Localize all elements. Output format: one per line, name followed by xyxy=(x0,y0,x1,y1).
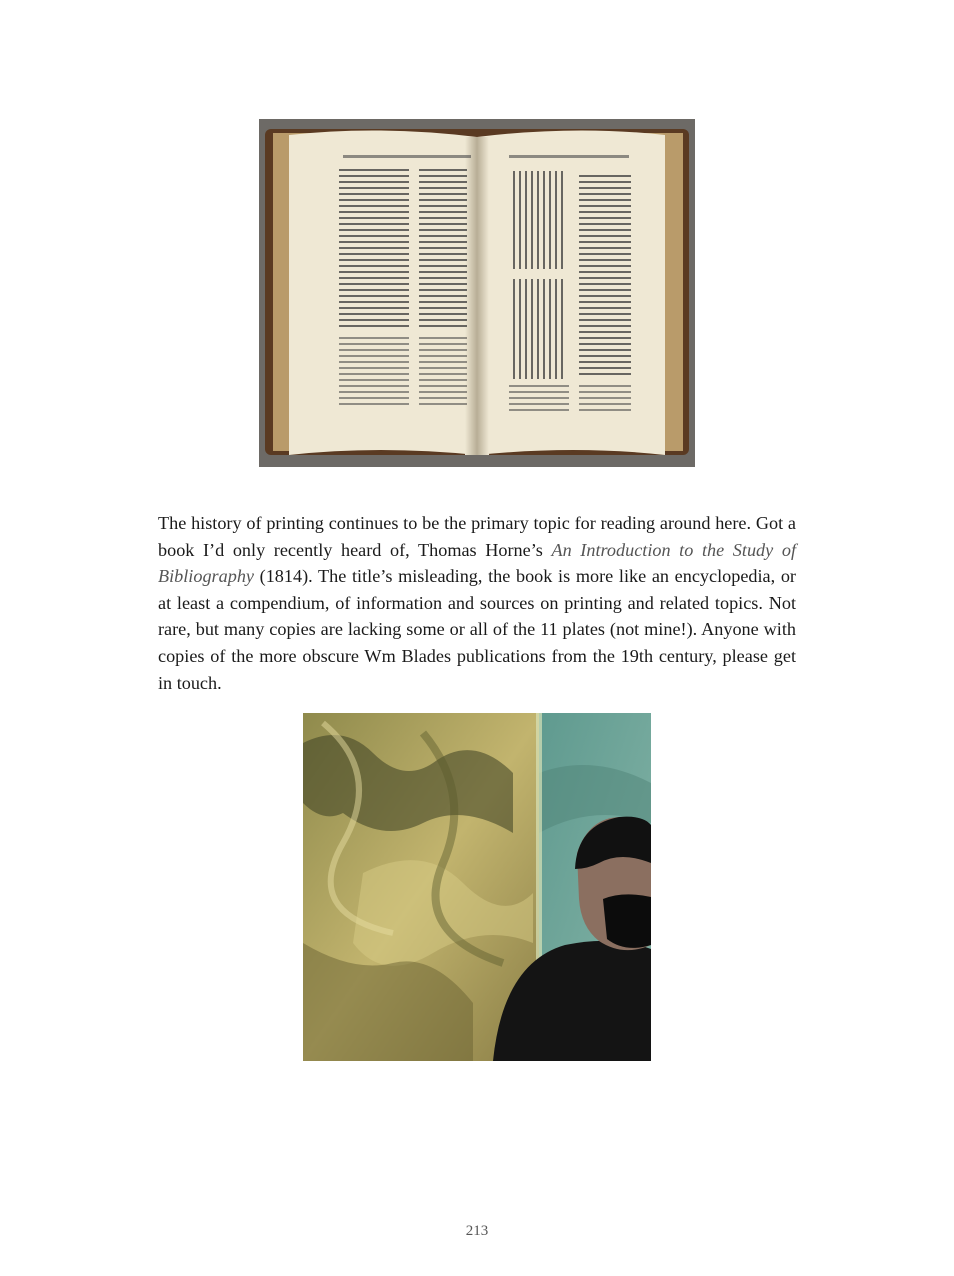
open-book-photo xyxy=(259,119,695,467)
paragraph-text-end: (1814). The title’s misleading, the book is more like an encyclopedia, or at least a compendium, of information and sources on printing and related topics. Not rare, but many copies are lacking some or all of the 11 plates (not mine!). Anyone with copies of the more obscure Wm Blades publications from the 19th century, please get in touch. xyxy=(158,566,796,693)
painting-selfie-photo xyxy=(303,713,651,1061)
paragraph-text-start: The history of printing continues to be the primary topic for reading around here. Got a book I’d only recently heard of, Thomas Horne’s xyxy=(158,513,796,560)
page-number: 213 xyxy=(465,1223,489,1239)
book-title: An Introduction to the Study of Bibliography xyxy=(158,539,796,587)
body-paragraph xyxy=(158,510,796,696)
